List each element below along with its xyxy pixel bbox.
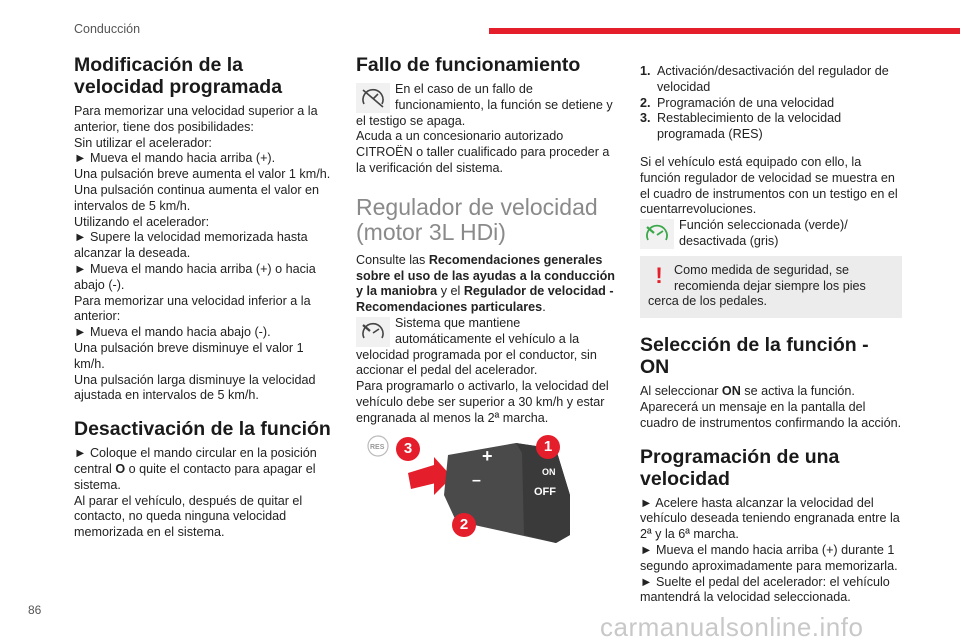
desactivacion-text: ► Coloque el mando circular en la posición central O o quite el contacto para apagar el sistema.: [74, 446, 317, 492]
text-line: ► Supere la velocidad memorizada hasta alcanzar la deseada.: [74, 230, 308, 261]
column-3: [640, 64, 902, 606]
header-accent-bar: [489, 28, 960, 34]
programacion-step: ► Mueva el mando hacia arriba (+) durante 1 segundo aproximadamente para memorizarla.: [640, 542, 898, 573]
fallo-block: [356, 82, 618, 129]
fallo-note: Acuda a un concesionario autorizado CITROËN o taller cualificado para proceder a la verificación del sistema.: [356, 129, 610, 175]
stalk-illustration: [356, 435, 618, 555]
text-line: Una pulsación breve disminuye el valor 1 km/h.: [74, 340, 304, 371]
heading-fallo: Fallo de funcionamiento: [356, 54, 581, 76]
heading-programacion: Programación de una velocidad: [640, 445, 840, 490]
programacion-step: ► Acelere hasta alcanzar la velocidad del vehículo deseada teniendo engranada entre la 2ª y la 6ª marcha.: [640, 495, 900, 542]
minus-label: –: [472, 471, 481, 489]
heading-modificacion: Modificación de la velocidad programada: [74, 54, 283, 98]
legend-list: [640, 64, 902, 143]
safety-text: Como medida de seguridad, se recomienda dejar siempre los pies cerca de los pedales.: [648, 262, 866, 309]
on-label: ON: [542, 466, 556, 477]
column-1: [74, 54, 336, 541]
consulte-text: Consulte las Recomendaciones generales sobre el uso de las ayudas a la conducción y la maniobra y el Regulador de velocidad - Recomendaciones particulares.: [356, 252, 615, 315]
warning-icon: !: [655, 262, 663, 288]
column-2: [356, 54, 618, 555]
heading-regulador: Regulador de velocidad (motor 3L HDi): [356, 193, 598, 245]
text-line: ► Mueva el mando hacia arriba (+).: [74, 151, 276, 166]
text-line: Una pulsación larga disminuye la velocidad ajustada en intervalos de 5 km/h.: [74, 372, 316, 403]
page-number: 86: [28, 603, 42, 617]
list-item: 1. Activación/desactivación del regulador de velocidad: [640, 64, 889, 94]
heading-seleccion: Selección de la función - ON: [640, 334, 869, 379]
safety-note: [640, 256, 902, 318]
plus-label: +: [482, 445, 493, 466]
sistema-block: [356, 316, 618, 379]
text-line: Para memorizar una velocidad superior a la anterior, tiene dos posibilidades:: [74, 104, 318, 134]
watermark: carmanualsonline.info: [600, 612, 864, 642]
callout-3: 3: [396, 437, 420, 461]
programacion-step: ► Suelte el pedal del acelerador: el vehículo mantendrá la velocidad seleccionada.: [640, 574, 890, 605]
section-title: Conducción: [74, 22, 141, 36]
text-line: Una pulsación breve aumenta el valor 1 km/h.: [74, 167, 331, 182]
speedometer-fault-icon: [356, 83, 390, 113]
cruise-status-icon: [640, 219, 674, 249]
seleccion-text: Al seleccionar ON se activa la función. Aparecerá un mensaje en la pantalla del cuadro de instrumentos confirmando la acción.: [640, 384, 902, 430]
fallo-text: En el caso de un fallo de funcionamiento, la función se detiene y el testigo se apaga.: [356, 82, 613, 128]
funcion-block: [640, 218, 902, 250]
text-line: ► Mueva el mando hacia arriba (+) o hacia abajo (-).: [74, 261, 316, 292]
callout-2: 2: [452, 513, 476, 537]
text-line: Sin utilizar el acelerador:: [74, 135, 212, 150]
funcion-text: Función seleccionada (verde)/ desactivada (gris): [679, 218, 848, 248]
res-label: RES: [370, 443, 385, 451]
sistema-text: Sistema que mantiene automáticamente el vehículo a la velocidad programada por el conductor, sin accionar el pedal del acelerador.: [356, 315, 597, 378]
heading-desactivacion: Desactivación de la función: [74, 418, 331, 441]
programar-text: Para programarlo o activarlo, la velocidad del vehículo debe ser superior a 30 km/h y estar engranada al menos la 2ª marcha.: [356, 379, 609, 425]
modificacion-text: [74, 104, 336, 404]
desactivacion-note: Al parar el vehículo, después de quitar el contacto, no queda ninguna velocidad memorizada en el sistema.: [74, 493, 303, 540]
equipado-text: Si el vehículo está equipado con ello, la función regulador de velocidad se muestra en el cuadro de instrumentos con un testigo en el cuentarrevoluciones.: [640, 154, 898, 217]
list-item: 2. Programación de una velocidad: [640, 95, 835, 110]
text-line: Para memorizar una velocidad inferior a la anterior:: [74, 293, 311, 324]
list-item: 3. Restablecimiento de la velocidad programada (RES): [640, 111, 842, 142]
callout-1: 1: [536, 435, 560, 459]
off-label: OFF: [534, 485, 556, 498]
text-line: Una pulsación continua aumenta el valor en intervalos de 5 km/h.: [74, 182, 320, 213]
text-line: Utilizando el acelerador:: [74, 214, 210, 229]
speedometer-cruise-icon: [356, 317, 390, 347]
text-line: ► Mueva el mando hacia abajo (-).: [74, 325, 271, 340]
